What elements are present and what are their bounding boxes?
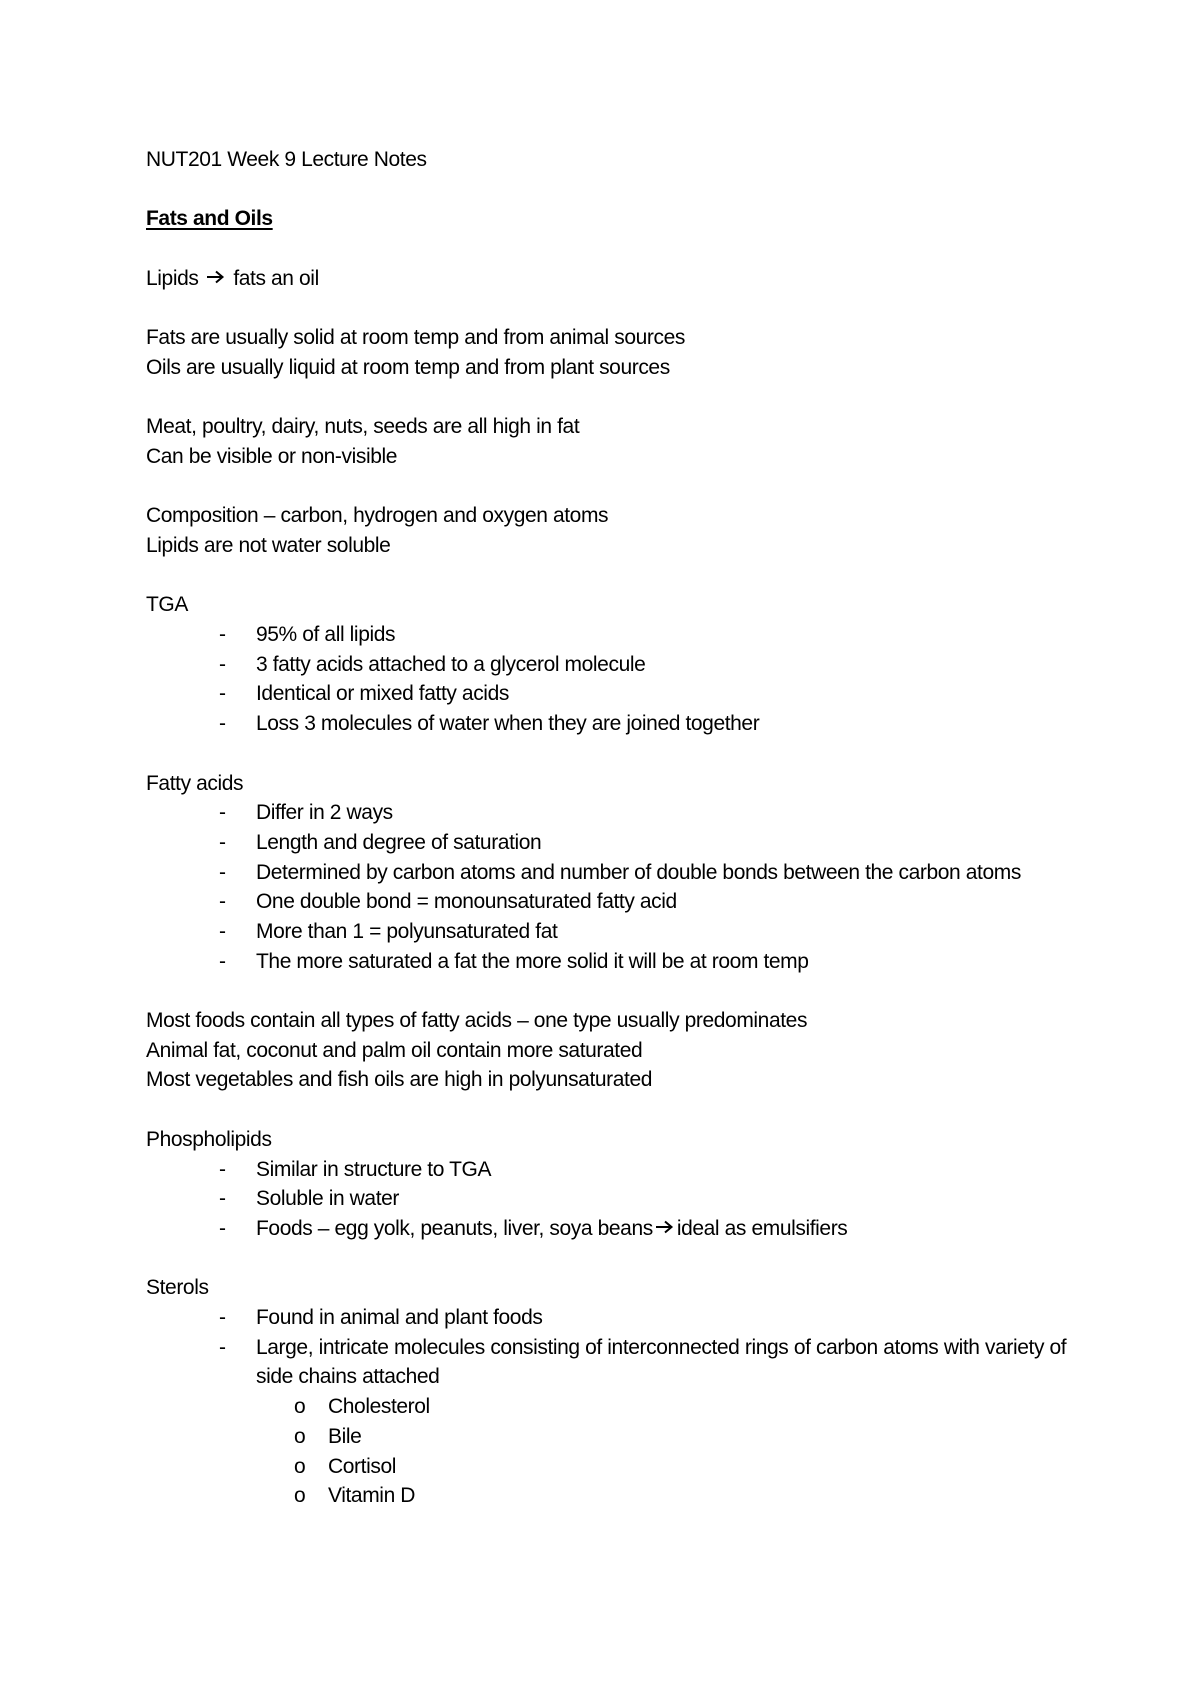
lipids-line [146,264,1076,294]
list-item [146,650,1076,680]
list-item-text: The more saturated a fat the more solid it will be at room temp [256,949,809,973]
foods-left-text: Foods – egg yolk, peanuts, liver, soya beans [256,1216,653,1240]
paragraph-line: Most vegetables and fish oils are high in polyunsaturated [146,1068,653,1092]
spacer [146,976,1076,1006]
spacer [146,472,1076,502]
spacer [146,234,1076,264]
list-item-text: Identical or mixed fatty acids [256,682,509,706]
sub-list-item-text: Cortisol [328,1454,396,1478]
list-item-text: Large, intricate molecules consisting of interconnected rings of carbon atoms with variety of side chains attached [256,1335,1067,1389]
lipids-right-text: fats an oil [233,266,319,290]
list-item-text: Found in animal and plant foods [256,1306,543,1330]
dash-marker: - [219,1157,226,1181]
list-item [146,798,1076,828]
dash-marker: - [219,801,226,825]
sterols-sub-bullet-list [146,1392,1076,1511]
paragraph-line: Oils are usually liquid at room temp and from plant sources [146,355,670,379]
sterols-label: Sterols [146,1276,209,1300]
foods-right-text: ideal as emulsifiers [676,1216,848,1240]
list-item [146,709,1076,739]
circle-marker: o [294,1424,306,1448]
list-item-text: Length and degree of saturation [256,830,542,854]
list-item-text: Soluble in water [256,1187,400,1211]
dash-marker: - [219,860,226,884]
list-item-text: Differ in 2 ways [256,801,393,825]
circle-marker: o [294,1484,306,1508]
list-item [146,1184,1076,1214]
spacer [146,175,1076,205]
spacer [146,383,1076,413]
sub-list-item-text: Cholesterol [328,1395,430,1419]
paragraph-line: Most foods contain all types of fatty acids – one type usually predominates [146,1009,808,1033]
sub-list-item [146,1452,1076,1482]
dash-marker: - [219,920,226,943]
dash-marker: - [219,1306,226,1330]
paragraph-line: Composition – carbon, hydrogen and oxygen atoms [146,504,609,528]
section-heading: Fats and Oils [146,207,273,231]
dash-marker: - [219,682,226,706]
list-item [146,620,1076,650]
right-arrow-icon [206,270,225,284]
tga-bullet-list [146,620,1076,739]
spacer [146,739,1076,769]
spacer [146,561,1076,591]
list-item [146,679,1076,709]
dash-marker: - [219,890,226,914]
list-item [146,947,1076,977]
dash-marker: - [219,1187,226,1211]
dash-marker: - [219,652,226,676]
dash-marker: - [219,712,226,736]
list-item [146,887,1076,917]
sub-list-item [146,1481,1076,1511]
list-item [146,1333,1076,1392]
list-item-text: One double bond = monounsaturated fatty acid [256,890,677,914]
dash-marker: - [219,1216,226,1240]
paragraph-line: Lipids are not water soluble [146,533,391,557]
phospholipids-bullet-list [146,1155,1076,1244]
dash-marker: - [219,830,226,854]
spacer [146,1244,1076,1274]
list-item [146,1214,1076,1244]
document-body [146,145,1076,1511]
paragraph-line: Can be visible or non-visible [146,444,398,468]
tga-label: TGA [146,593,188,617]
list-item-text: Similar in structure to TGA [256,1157,492,1181]
list-item-text: More than 1 = polyunsaturated fat [256,920,558,943]
document-title: NUT201 Week 9 Lecture Notes [146,148,427,171]
paragraph-line: Meat, poultry, dairy, nuts, seeds are all high in fat [146,415,580,439]
spacer [146,1095,1076,1125]
list-item-text: Determined by carbon atoms and number of double bonds between the carbon atoms [256,860,1021,884]
fatty-acids-label: Fatty acids [146,771,244,795]
list-item-text: Loss 3 molecules of water when they are joined together [256,712,760,736]
circle-marker: o [294,1395,306,1419]
fatty-acids-bullet-list [146,798,1076,976]
dash-marker: - [219,1335,226,1359]
right-arrow-icon [655,1220,674,1234]
circle-marker: o [294,1454,306,1478]
paragraph-line: Animal fat, coconut and palm oil contain more saturated [146,1038,643,1062]
sub-list-item-text: Bile [328,1424,362,1448]
paragraph-line: Fats are usually solid at room temp and from animal sources [146,326,685,350]
list-item-text: 3 fatty acids attached to a glycerol molecule [256,652,646,676]
phospholipids-label: Phospholipids [146,1127,272,1151]
lipids-left-text: Lipids [146,266,199,290]
sub-list-item [146,1422,1076,1452]
list-item [146,1303,1076,1333]
sub-list-item [146,1392,1076,1422]
list-item [146,1155,1076,1185]
list-item [146,917,1076,947]
dash-marker: - [219,623,226,646]
list-item-text: 95% of all lipids [256,623,396,646]
dash-marker: - [219,949,226,973]
sterols-bullet-list [146,1303,1076,1392]
sub-list-item-text: Vitamin D [328,1484,416,1508]
list-item [146,828,1076,858]
spacer [146,293,1076,323]
list-item [146,858,1076,888]
